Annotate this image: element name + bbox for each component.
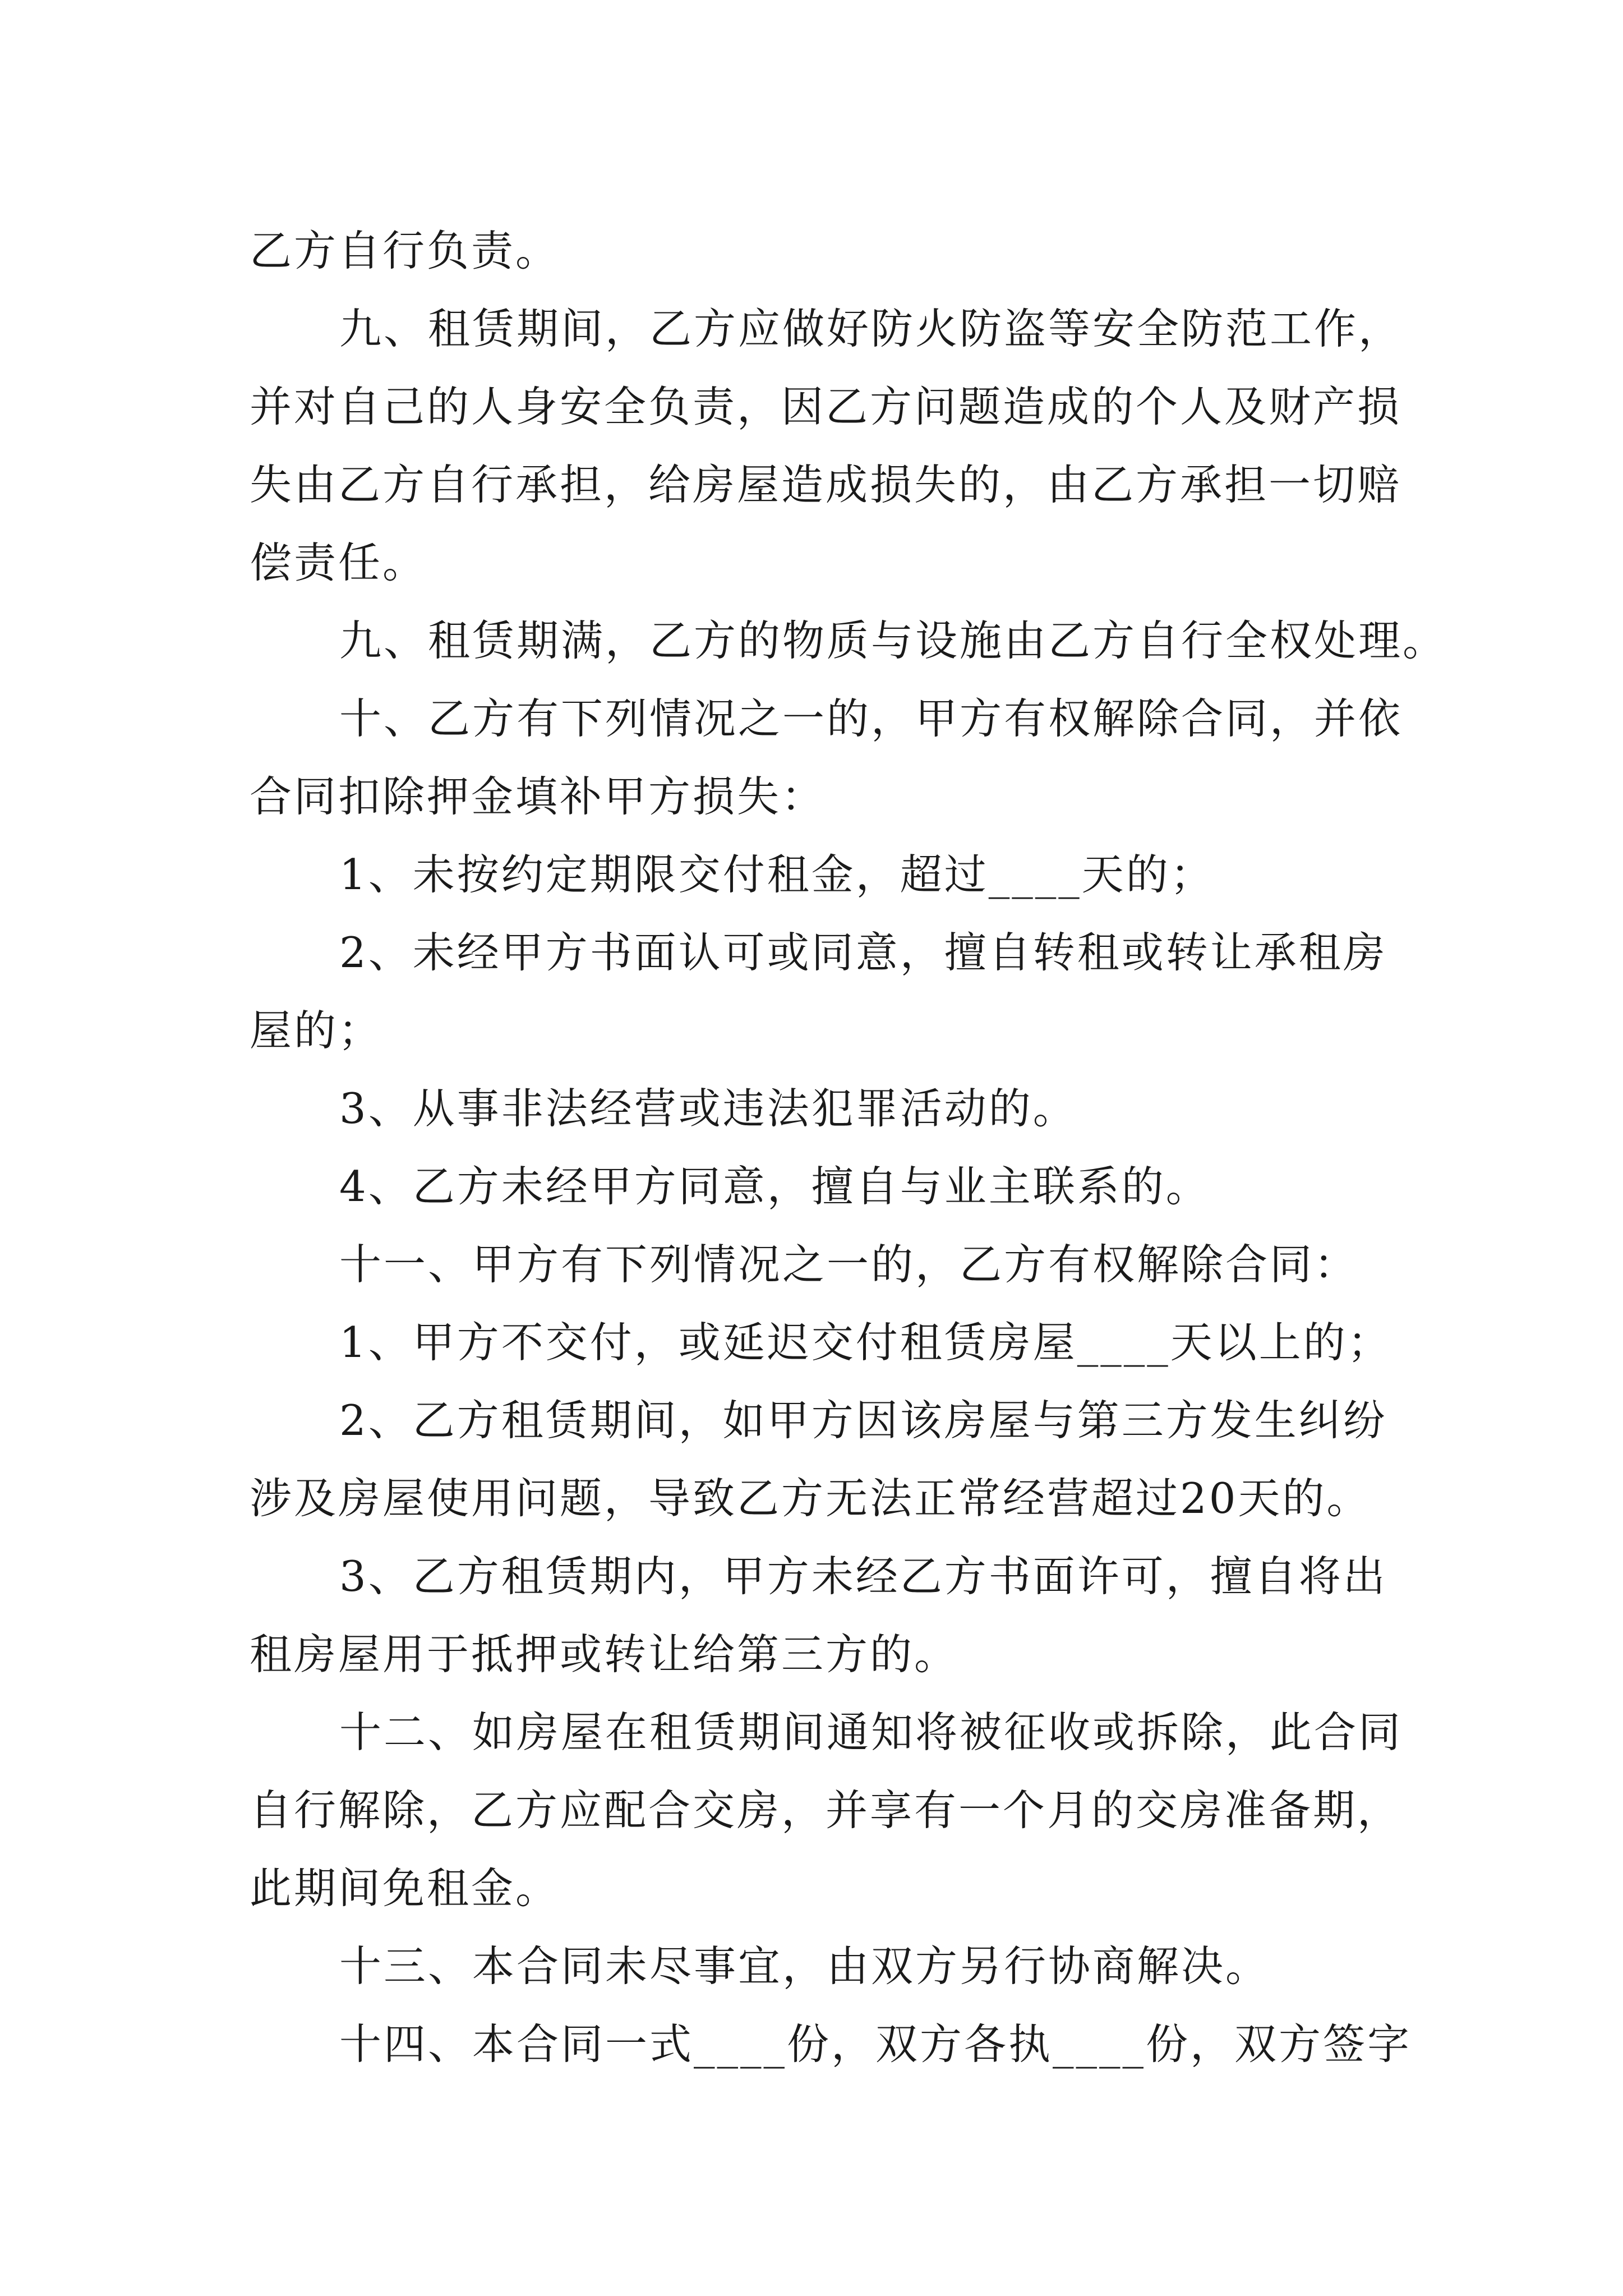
text-line-13: 4、乙方未经甲方同意，擅自与业主联系的。	[339, 1162, 1210, 1211]
text-line-10: 2、未经甲方书面认可或同意，擅自转租或转让承租房	[339, 928, 1387, 977]
text-line-20: 十二、如房屋在租赁期间通知将被征收或拆除，此合同	[339, 1708, 1403, 1757]
text-line-11: 屋的；	[250, 1006, 383, 1055]
text-line-2: 九、租赁期间，乙方应做好防火防盗等安全防范工作，	[339, 304, 1403, 353]
text-line-18: 3、乙方租赁期内，甲方未经乙方书面许可，擅自将出	[339, 1552, 1387, 1601]
text-line-22: 此期间免租金。	[250, 1864, 560, 1913]
text-line-8: 合同扣除押金填补甲方损失：	[250, 772, 826, 821]
text-line-6: 九、租赁期满，乙方的物质与设施由乙方自行全权处理。	[339, 616, 1447, 665]
text-line-17: 涉及房屋使用问题，导致乙方无法正常经营超过20天的。	[250, 1474, 1371, 1523]
text-line-19: 租房屋用于抵押或转让给第三方的。	[250, 1630, 959, 1679]
text-line-16: 2、乙方租赁期间，如甲方因该房屋与第三方发生纠纷	[339, 1396, 1387, 1445]
text-line-1: 乙方自行负责。	[250, 226, 560, 275]
text-line-21: 自行解除，乙方应配合交房，并享有一个月的交房准备期，	[250, 1786, 1402, 1835]
contract-text	[250, 212, 1447, 2083]
text-line-15: 1、甲方不交付，或延迟交付租赁房屋____天以上的；	[339, 1318, 1392, 1367]
text-line-23: 十三、本合同未尽事宜，由双方另行协商解决。	[339, 1941, 1270, 1991]
text-line-12: 3、从事非法经营或违法犯罪活动的。	[339, 1084, 1077, 1133]
text-line-3: 并对自己的人身安全负责，因乙方问题造成的个人及财产损	[250, 382, 1402, 431]
text-line-9: 1、未按约定期限交付租金，超过____天的；	[339, 850, 1215, 899]
text-line-24: 十四、本合同一式____份，双方各执____份，双方签字	[339, 2019, 1412, 2069]
text-line-7: 十、乙方有下列情况之一的，甲方有权解除合同，并依	[339, 694, 1403, 743]
text-line-5: 偿责任。	[250, 538, 427, 587]
text-line-14: 十一、甲方有下列情况之一的，乙方有权解除合同：	[339, 1240, 1359, 1289]
text-line-4: 失由乙方自行承担，给房屋造成损失的，由乙方承担一切赔	[250, 460, 1402, 509]
